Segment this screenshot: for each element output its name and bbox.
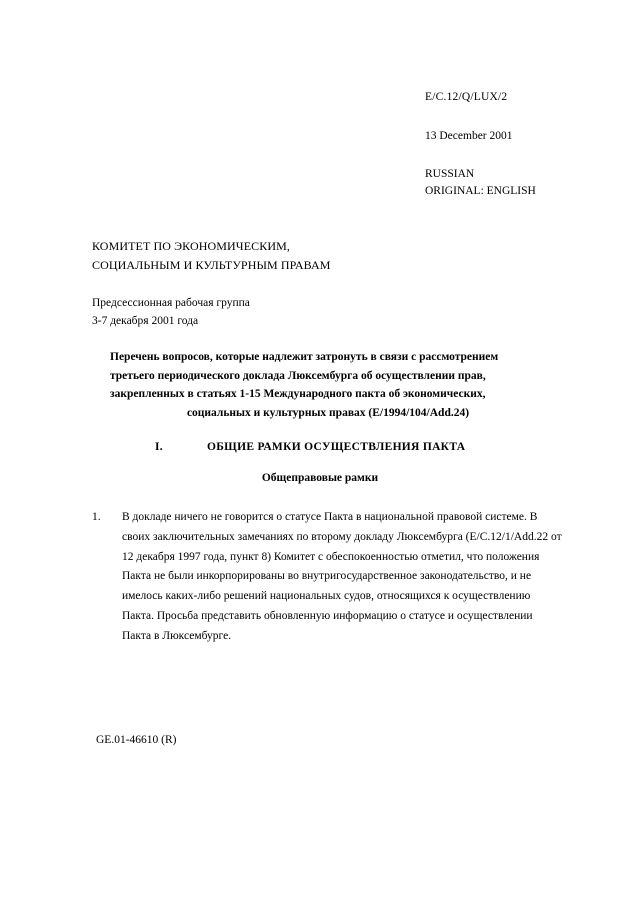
document-title <box>110 348 546 423</box>
section-numeral: I. <box>155 441 163 453</box>
document-original-language: ORIGINAL: ENGLISH <box>425 184 536 197</box>
committee-name-line-1: КОМИТЕТ ПО ЭКОНОМИЧЕСКИМ, <box>92 239 290 253</box>
session-dates: 3-7 декабря 2001 года <box>92 315 199 328</box>
paragraph-text: В докладе ничего не говорится о статусе Пакта в национальной правовой системе. В своих заключительных замечаниях по второму докладу Люксембурга (E/C.12/1/Add.22 от 12 декабря 1997 года, пункт 8) Комитет с обеспокоенностью отметил, что положения Пакта не были инкорпорированы во внутригосударственное законодательство, и не имелось каких-либо решений национальных судов, относящихся к осуществлению Пакта. Просьба представить обновленную информацию о статусе и осуществлении Пакта в Люксембурге. <box>122 511 562 642</box>
section-heading <box>155 441 465 453</box>
document-title-line-3: закрепленных в статьях 1-15 Международного пакта об экономических, <box>110 388 486 401</box>
numbered-paragraph <box>92 508 562 646</box>
document-title-line-2: третьего периодического доклада Люксембурга об осуществлении прав, <box>110 369 486 382</box>
document-language: RUSSIAN <box>425 168 475 180</box>
committee-name-line-2: СОЦИАЛЬНЫМ И КУЛЬТУРНЫМ ПРАВАМ <box>92 257 331 272</box>
document-title-line-4: социальных и культурных правах (E/1994/104/Add.24) <box>186 406 470 419</box>
section-title: ОБЩИЕ РАМКИ ОСУЩЕСТВЛЕНИЯ ПАКТА <box>207 441 466 453</box>
section-subheading: Общеправовые рамки <box>261 472 379 484</box>
document-title-line-1: Перечень вопросов, которые надлежит затронуть в связи с рассмотрением <box>110 351 499 363</box>
session-group: Предсессионная рабочая группа <box>92 297 250 309</box>
footer-document-code: GE.01-46610 (R) <box>96 734 177 746</box>
paragraph-number: 1. <box>92 511 101 523</box>
committee-name <box>92 237 331 274</box>
document-header-block <box>425 92 536 197</box>
document-date: 13 December 2001 <box>425 129 513 142</box>
session-info <box>92 294 250 331</box>
document-symbol: E/C.12/Q/LUX/2 <box>425 91 508 103</box>
